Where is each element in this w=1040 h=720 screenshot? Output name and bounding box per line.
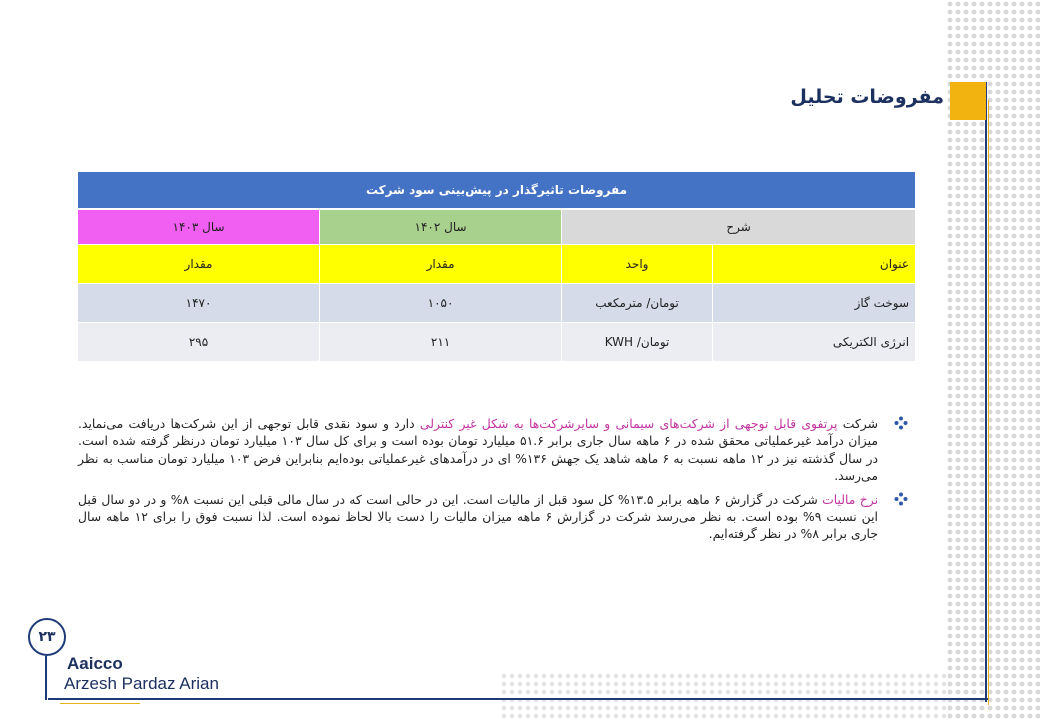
frame-line-horizontal-gold xyxy=(60,703,140,704)
table-row xyxy=(78,323,916,362)
cell-value-1402: ۲۱۱ xyxy=(320,323,562,362)
header-year-1403: سال ۱۴۰۳ xyxy=(78,209,320,245)
cell-value-1403: ۱۴۷۰ xyxy=(78,284,320,323)
assumptions-table xyxy=(77,171,916,362)
brand-name: Aaicco xyxy=(67,654,123,673)
cell-value-1403: ۲۹۵ xyxy=(78,323,320,362)
bullet-item xyxy=(78,415,910,485)
cell-vahed: تومان/ مترمکعب xyxy=(562,284,713,323)
table-caption: مفروضات تاثیرگذار در پیش‌بینی سود شرکت xyxy=(78,172,916,210)
cell-value-1402: ۱۰۵۰ xyxy=(320,284,562,323)
page-number: ۲۳ xyxy=(28,618,66,656)
bullet-text: شرکت در گزارش ۶ ماهه برابر ۱۳.۵% کل سود قبل از مالیات است. این در حالی است که در سال مالی قبلی این نسبت ۸% و در دو سال قبل این نسبت ۹% بوده است. به نظر می‌رسد شرکت در گزارش ۶ ماهه میزان مالیات را دست بالا لحاظ نموده است. لذا نسبت فوق را برای ۱۲ ماهه سال جاری برابر ۸% در نظر گرفته‌ایم. xyxy=(78,491,878,542)
title-accent-block xyxy=(950,82,986,120)
frame-line-vertical-gold xyxy=(988,100,989,705)
bullet-prefix: شرکت xyxy=(837,416,879,431)
cell-vahed: تومان/ KWH xyxy=(562,323,713,362)
header-vahed: واحد xyxy=(562,245,713,284)
page-title: مفروضات تحلیل xyxy=(790,86,944,108)
bullet-highlight: نرخ مالیات xyxy=(822,491,879,507)
page-number-connector xyxy=(45,656,47,700)
cell-onvan: انرژی الکتریکی xyxy=(713,323,916,362)
dotted-pattern-bottom xyxy=(500,672,950,720)
header-meghdar-1403: مقدار xyxy=(78,245,320,284)
header-sharh: شرح xyxy=(562,209,916,245)
cell-onvan: سوخت گاز xyxy=(713,284,916,323)
header-onvan: عنوان xyxy=(713,245,916,284)
table-row xyxy=(78,284,916,323)
bullet-highlight: پرتفوی قابل توجهی از شرکت‌های سیمانی و سایرشرکت‌ها به شکل غیر کنترلی xyxy=(419,416,838,431)
bullet-text: دارد و سود نقدی قابل توجهی از این شرکت‌ها دریافت می‌نماید. میزان درآمد غیرعملیاتی محقق شده در ۶ ماهه سال جاری برابر ۵۱.۶ میلیارد تومان بوده است و برای کل سال ۱۰۳ میلیارد تومان درنظر گرفته شده است. در سال گذشته نیز در ۱۲ ماهه نسبت به ۶ ماهه شاهد یک جهش ۱۳۶% ای در درآمدهای غیرعملیاتی بوده‌ایم بنابراین فرض ۱۰۳ میلیارد تومان مناسب به نظر می‌رسد. xyxy=(78,416,879,484)
table-year-row xyxy=(78,209,916,245)
diamond-dots-icon xyxy=(894,416,908,430)
header-meghdar-1402: مقدار xyxy=(320,245,562,284)
table-caption-row xyxy=(78,172,916,210)
bullet-item xyxy=(78,491,910,543)
frame-line-vertical xyxy=(985,82,987,702)
table-header-row xyxy=(78,245,916,284)
bullet-list xyxy=(78,415,910,549)
diamond-dots-icon xyxy=(894,492,908,506)
header-year-1402: سال ۱۴۰۲ xyxy=(320,209,562,245)
frame-line-horizontal xyxy=(48,698,988,700)
brand-subtitle: Arzesh Pardaz Arian xyxy=(64,674,219,693)
